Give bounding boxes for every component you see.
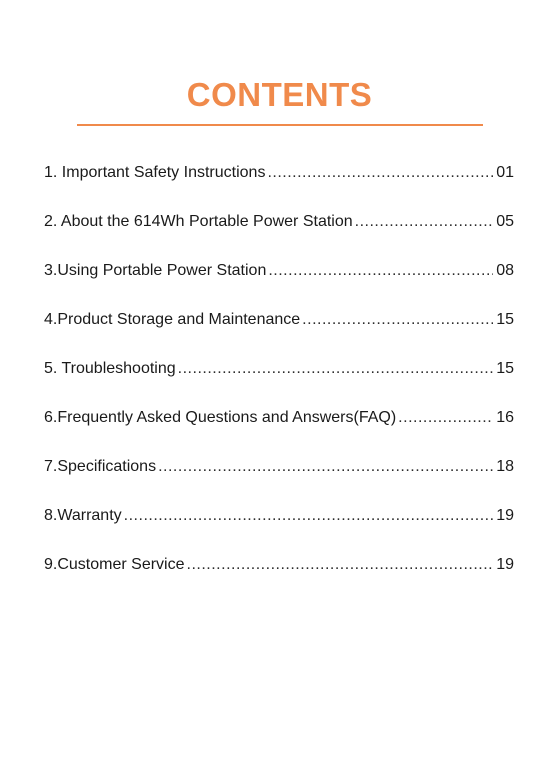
toc-entry-page-number: 15: [496, 360, 514, 377]
toc-entry-specifications[interactable]: [44, 456, 514, 505]
dot-leader: [187, 554, 494, 576]
dot-leader: [178, 358, 494, 380]
toc-entry-label: 7.Specifications: [44, 458, 157, 475]
toc-entry-troubleshooting[interactable]: [44, 358, 514, 407]
toc-entry-page-number: 08: [496, 262, 514, 279]
toc-entry-label: 1. Important Safety Instructions: [44, 164, 266, 181]
toc-entry-warranty[interactable]: [44, 505, 514, 554]
toc-entry-safety-instructions[interactable]: [44, 162, 514, 211]
dot-leader: [355, 211, 494, 233]
toc-entry-customer-service[interactable]: [44, 554, 514, 603]
dot-leader: [302, 309, 493, 331]
toc-entry-using-power-station[interactable]: [44, 260, 514, 309]
toc-entry-label: 3.Using Portable Power Station: [44, 262, 267, 279]
toc-entry-page-number: 16: [496, 409, 514, 426]
table-of-contents: [44, 162, 514, 603]
dot-leader: [398, 407, 493, 429]
toc-entry-label: 5. Troubleshooting: [44, 360, 176, 377]
toc-entry-page-number: 01: [496, 164, 514, 181]
toc-entry-page-number: 18: [496, 458, 514, 475]
toc-entry-label: 4.Product Storage and Maintenance: [44, 311, 301, 328]
dot-leader: [267, 162, 493, 184]
toc-entry-label: 6.Frequently Asked Questions and Answers(FAQ): [44, 409, 397, 426]
page-title: CONTENTS: [186, 76, 373, 113]
toc-entry-page-number: 19: [496, 507, 514, 524]
toc-entry-storage-maintenance[interactable]: [44, 309, 514, 358]
toc-entry-faq[interactable]: [44, 407, 514, 456]
dot-leader: [158, 456, 493, 478]
dot-leader: [268, 260, 493, 282]
toc-entry-about-power-station[interactable]: [44, 211, 514, 260]
toc-entry-label: 8.Warranty: [44, 507, 122, 524]
toc-entry-page-number: 19: [496, 556, 514, 573]
toc-entry-label: 9.Customer Service: [44, 556, 185, 573]
toc-entry-page-number: 05: [496, 213, 514, 230]
toc-entry-page-number: 15: [496, 311, 514, 328]
dot-leader: [124, 505, 494, 527]
toc-entry-label: 2. About the 614Wh Portable Power Station: [44, 213, 353, 230]
title-divider: [77, 124, 483, 126]
